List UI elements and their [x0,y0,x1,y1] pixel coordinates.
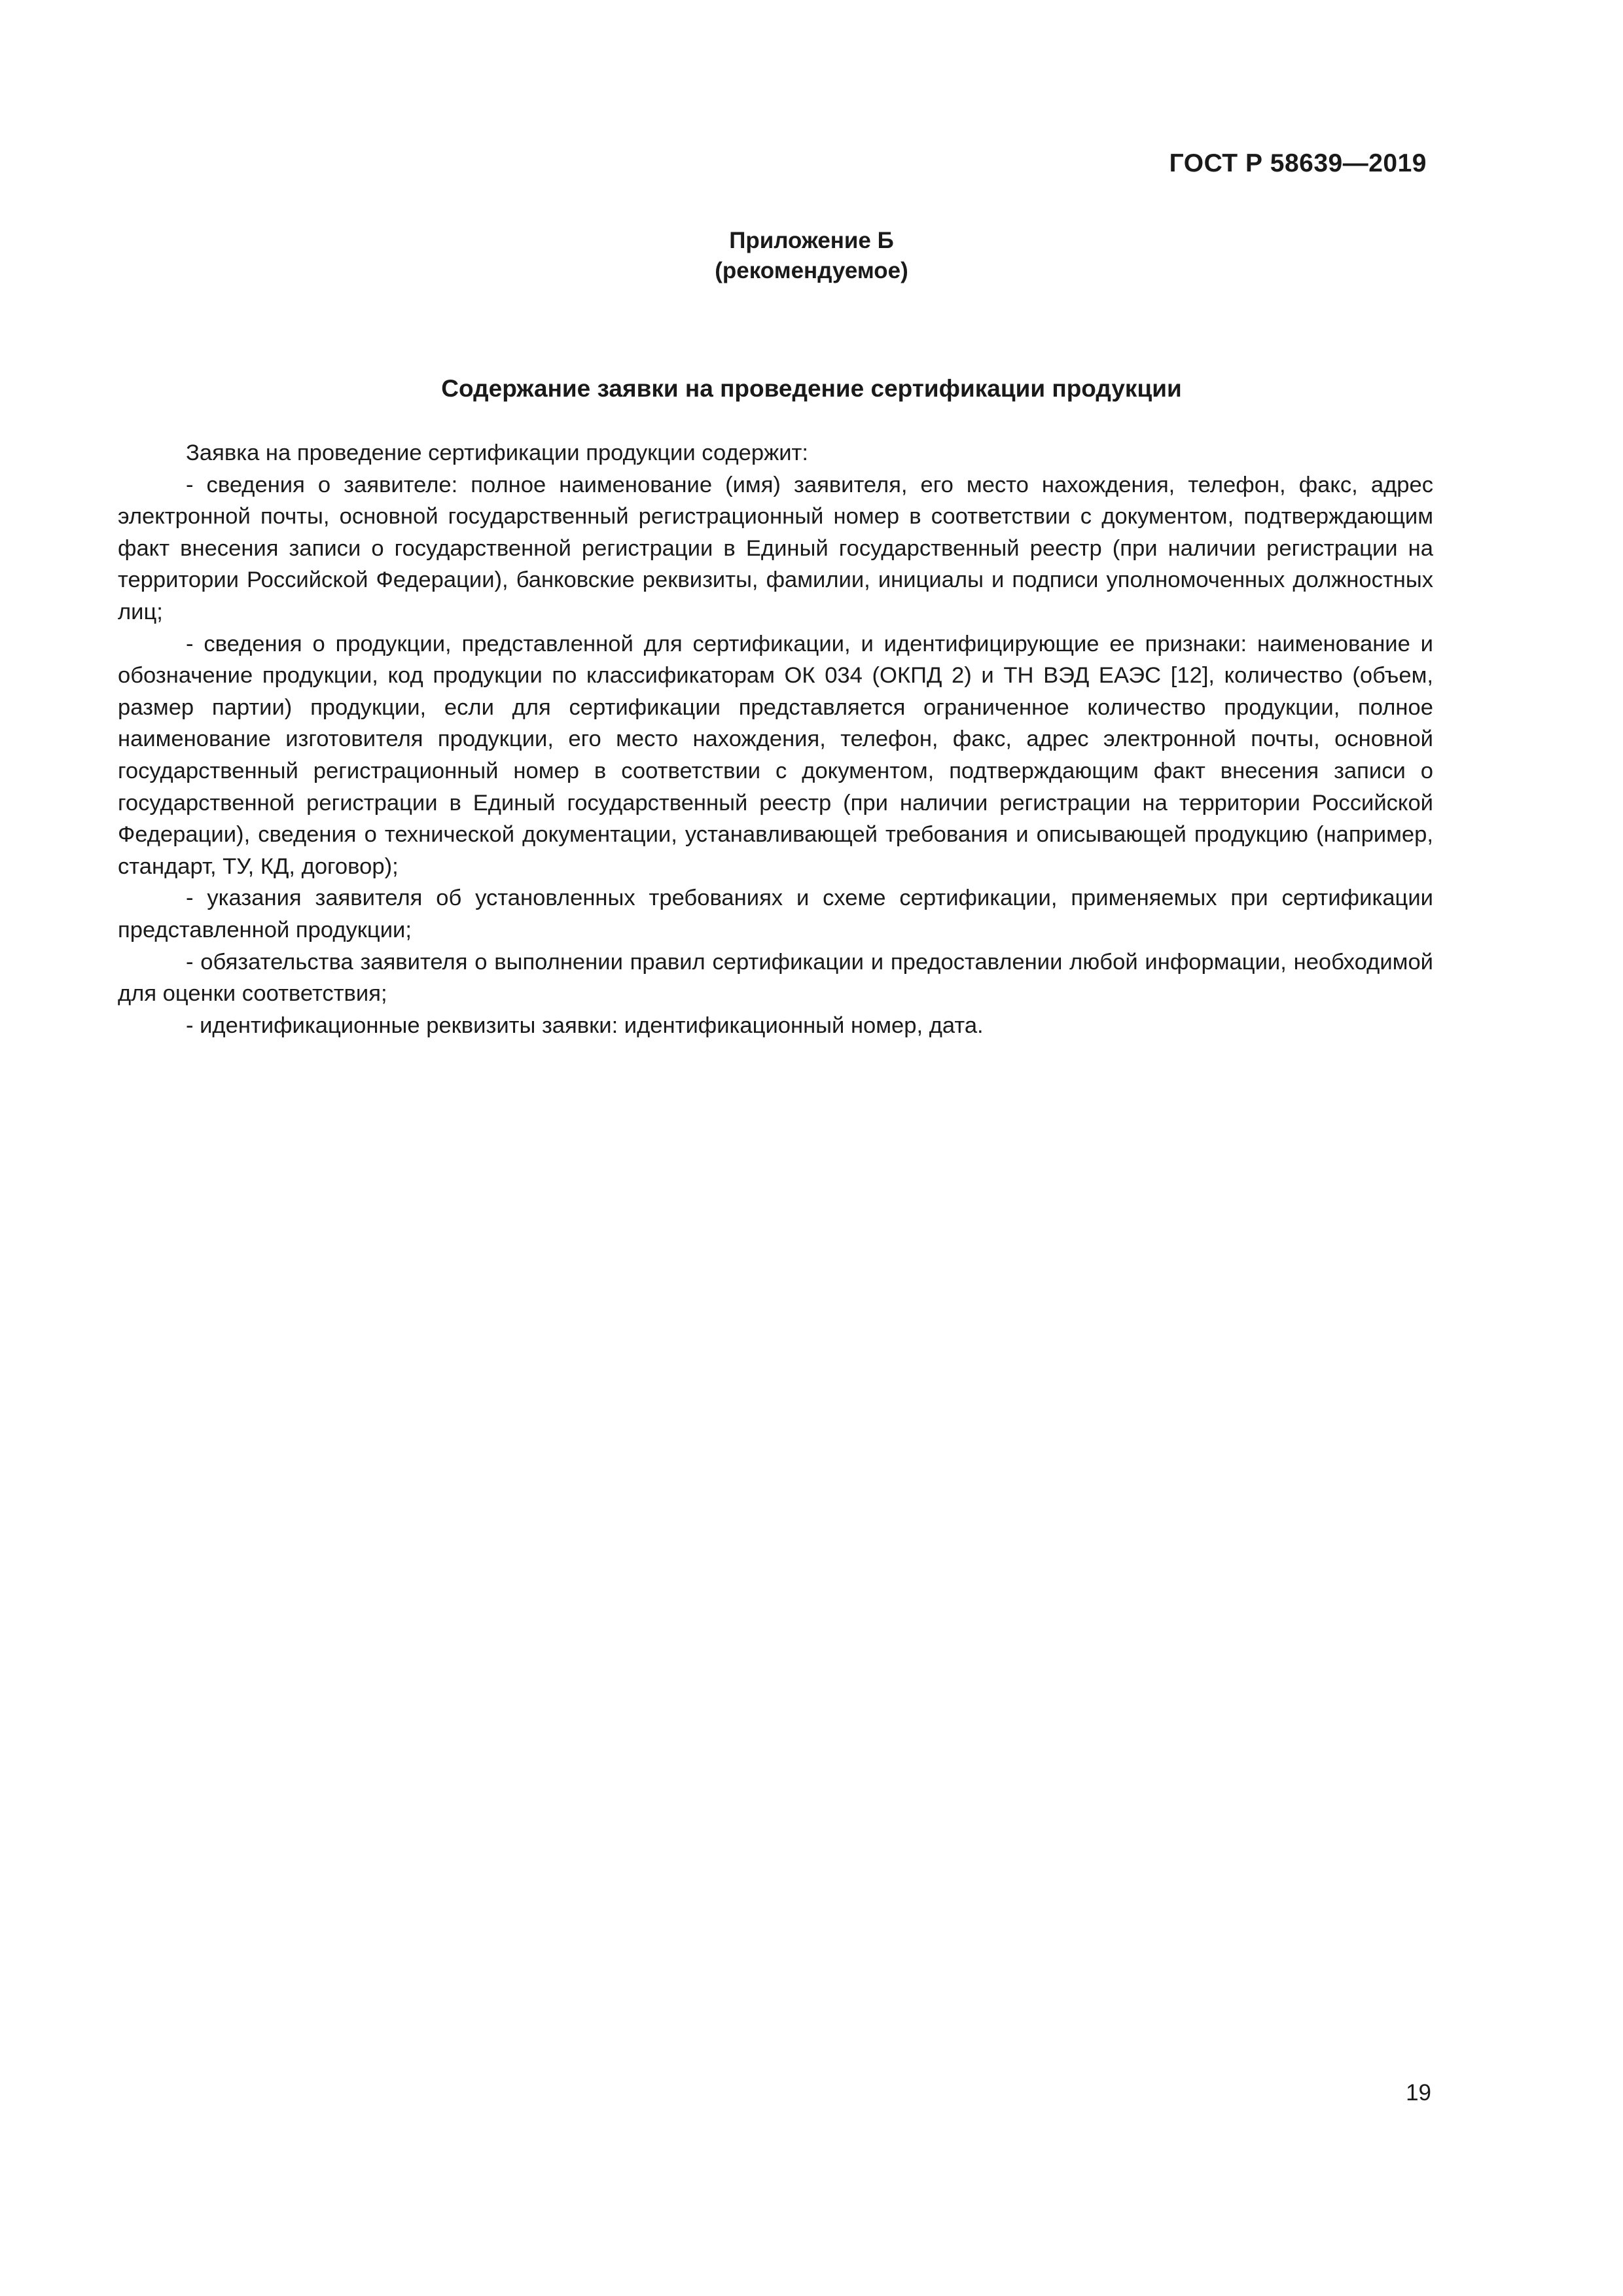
paragraph-obligations: - обязательства заявителя о выполнении правил сертификации и предоставлении любой информации, необходимой для оценки соответствия; [118,949,1433,1007]
paragraph-intro: Заявка на проведение сертификации продукции содержит: [186,440,808,465]
paragraph-applicant-info: - сведения о заявителе: полное наименование (имя) заявителя, его место нахождения, телефон, факс, адрес электронной почты, основной государственный регистрационный номер в соответствии с документом, подтверждающим факт внесения записи о государственной регистрации в Единый государственный реестр (при наличии регистрации на территории Российской Федерации), банковские реквизиты, фамилии, инициалы и подписи уполномоченных должностных лиц; [118,472,1433,624]
paragraph-identification: - идентификационные реквизиты заявки: идентификационный номер, дата. [186,1013,984,1038]
paragraph-requirements: - указания заявителя об установленных требованиях и схеме сертификации, применяемых при сертификации представленной продукции; [118,886,1433,942]
annex-title: Приложение Б [729,228,894,253]
annex-heading [0,226,1623,286]
annex-status: (рекомендуемое) [715,258,908,283]
section-title: Содержание заявки на проведение сертификации продукции [441,375,1182,402]
page-number: 19 [1406,2080,1431,2106]
standard-code: ГОСТ Р 58639—2019 [1169,149,1427,177]
paragraph-product-info: - сведения о продукции, представленной для сертификации, и идентифицирующие ее признаки: наименование и обозначение продукции, код продукции по классификаторам ОК 034 (ОКПД 2) и ТН ВЭД ЕАЭС [12], количество (объем, размер партии) продукции, если для сертификации представляется ограниченное количество продукции, полное наименование изготовителя продукции, его место нахождения, телефон, факс, адрес электронной почты, основной государственный регистрационный номер в соответствии с документом, подтверждающим факт внесения записи о государственной регистрации в Единый государственный реестр (при наличии регистрации на территории Российской Федерации), сведения о технической документации, устанавливающей требования и описывающей продукцию (например, стандарт, ТУ, КД, договор); [118,631,1433,879]
body-text [118,437,1433,1041]
